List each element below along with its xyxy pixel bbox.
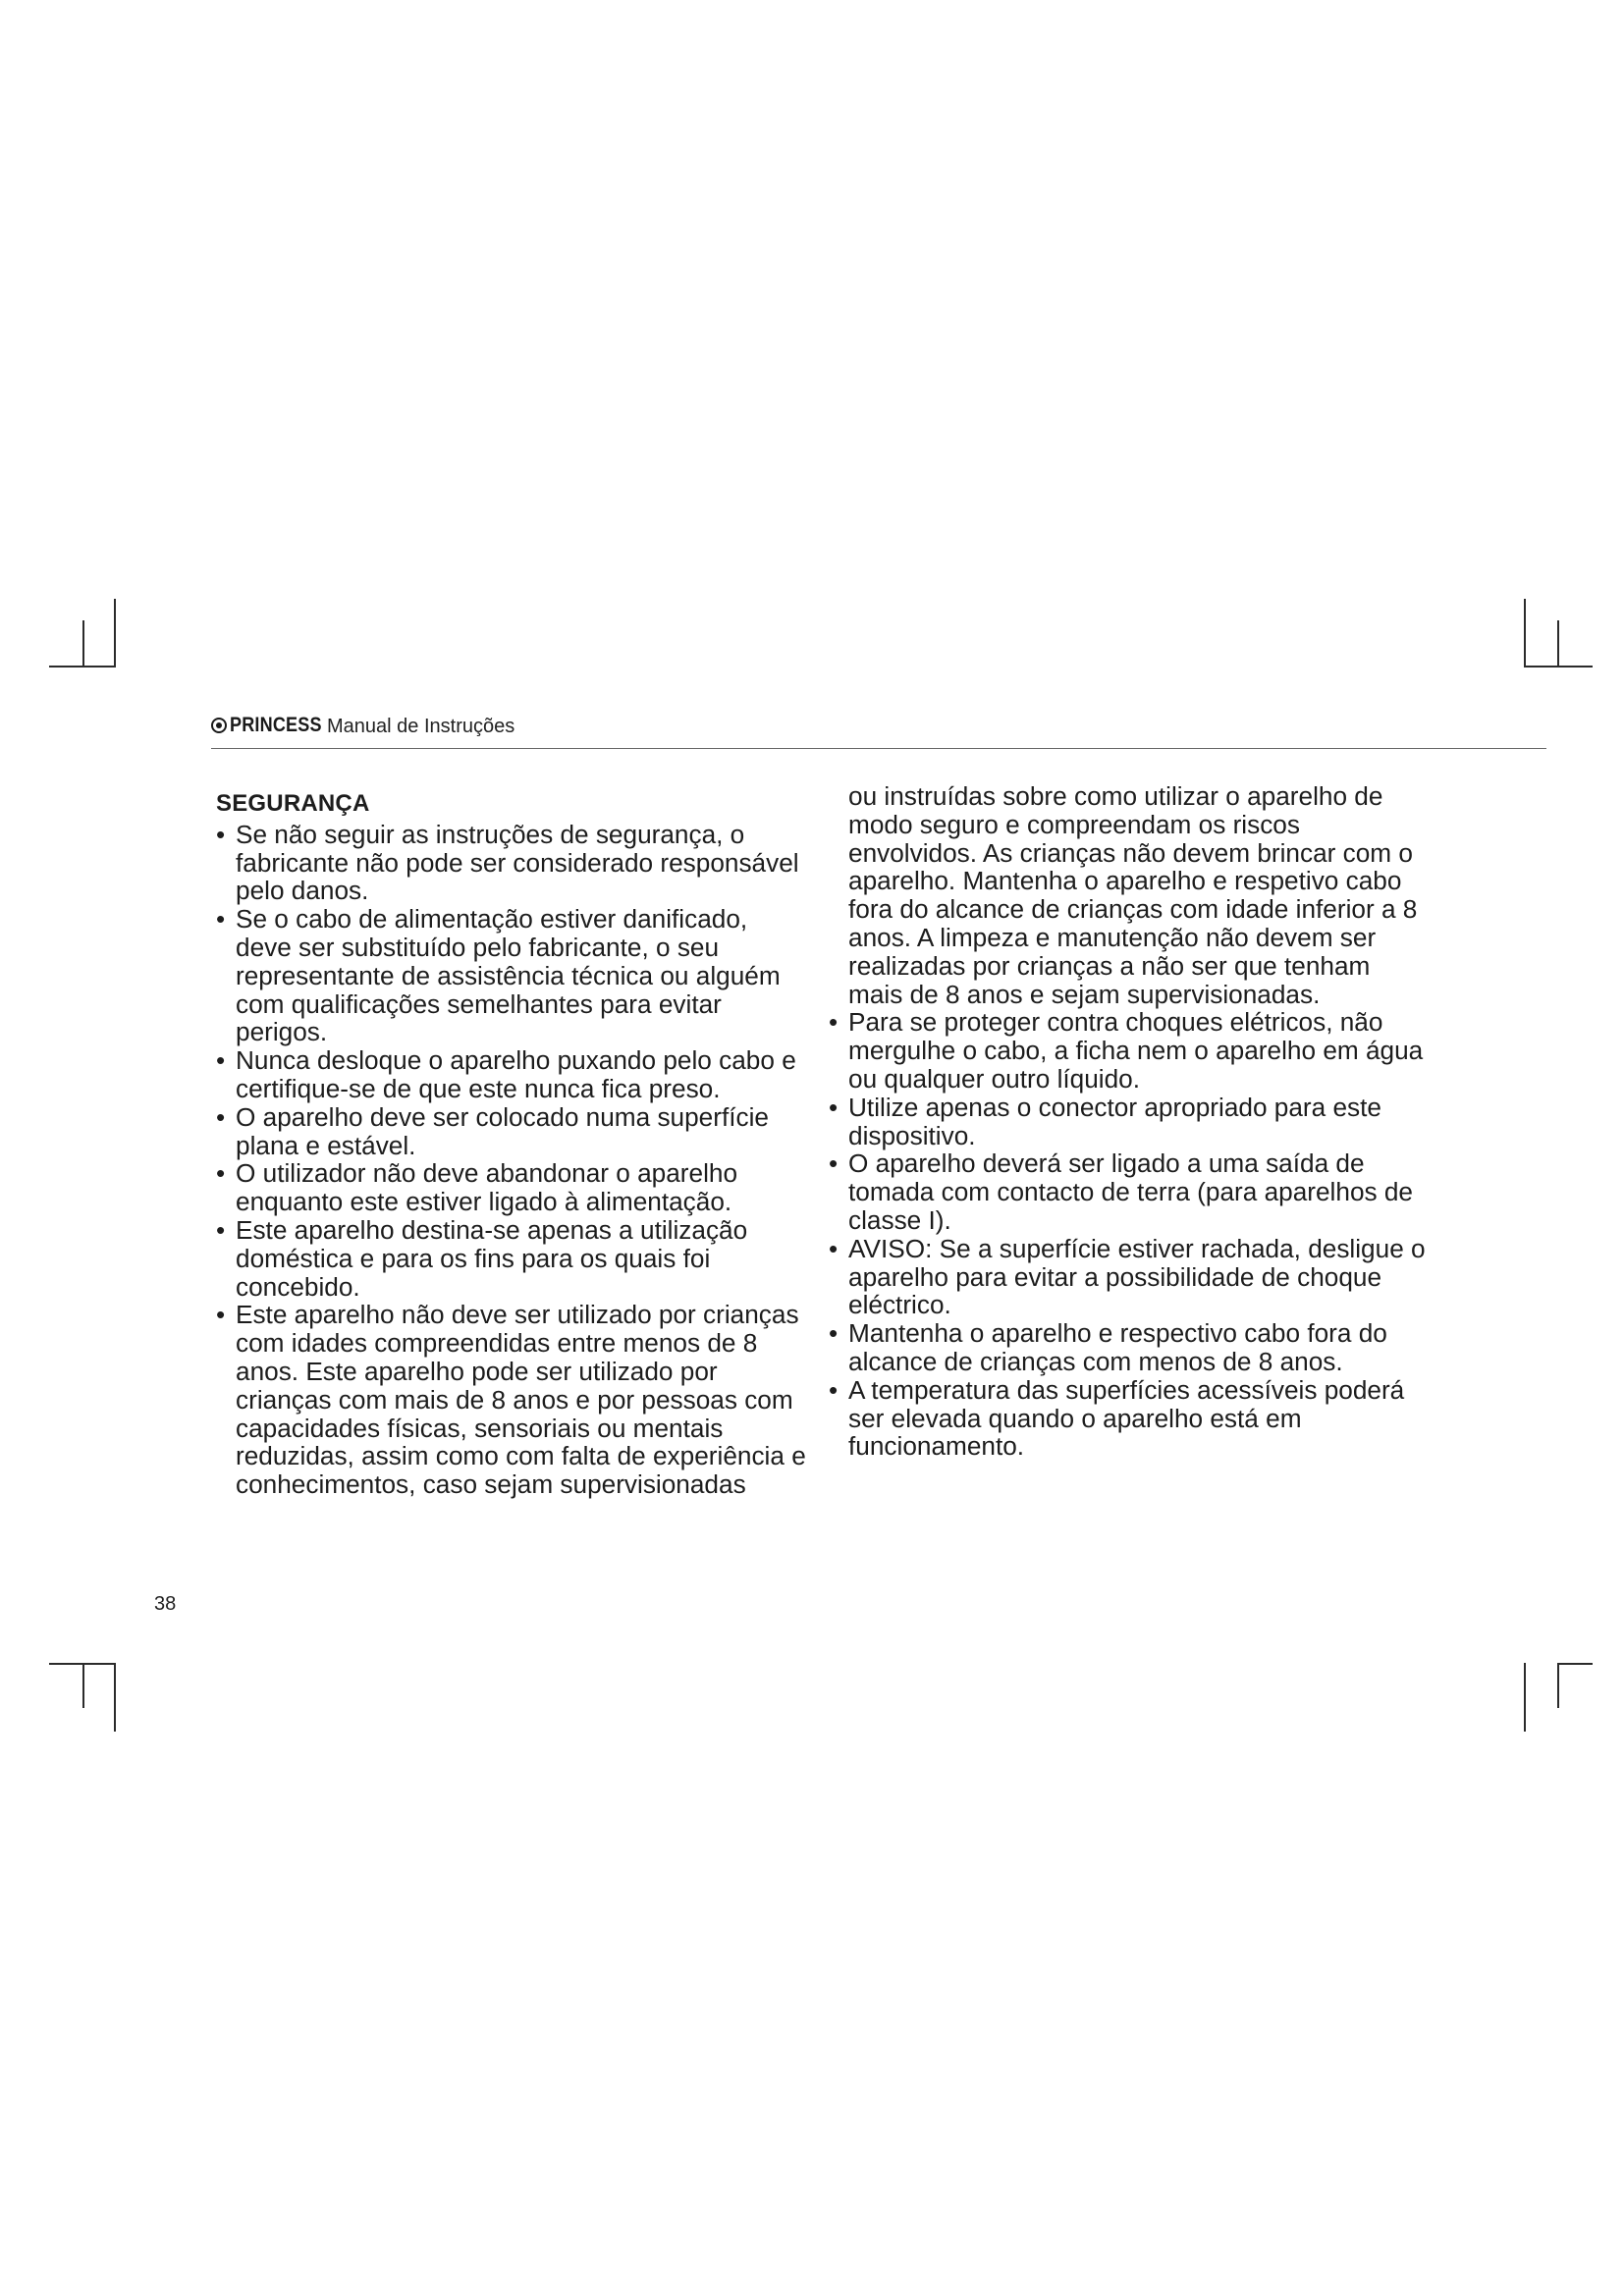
header-divider <box>211 748 1546 749</box>
list-item: • Para se proteger contra choques elétricos, não mergulhe o cabo, a ficha nem o aparelho em água ou qualquer outro líquido. <box>827 1008 1428 1093</box>
brand-logo <box>211 714 338 737</box>
crop-mark-top-left-v2 <box>82 620 84 666</box>
crop-mark-bottom-right-v <box>1524 1663 1526 1732</box>
page-number: 38 <box>154 1593 177 1615</box>
brand-name: PRINCESS <box>230 714 322 736</box>
list-item: • AVISO: Se a superfície estiver rachada, desligue o aparelho para evitar a possibilidade de choque eléctrico. <box>827 1235 1428 1319</box>
crop-mark-bottom-left-v <box>114 1663 116 1732</box>
continued-paragraph: ou instruídas sobre como utilizar o aparelho de modo seguro e compreendam os riscos envolvidos. As crianças não devem brincar com o aparelho. Mantenha o aparelho e respetivo cabo fora do alcance de crianças com idade inferior a 8 anos. A limpeza e manutenção não devem ser realizadas por crianças a não ser que tenham mais de 8 anos e sejam supervisionadas. <box>848 781 1418 1009</box>
list-item: • O aparelho deverá ser ligado a uma saída de tomada com contacto de terra (para aparelhos de classe I). <box>827 1149 1428 1234</box>
page-header <box>211 707 1546 746</box>
crop-mark-top-right-v <box>1524 599 1526 666</box>
list-item: • Este aparelho destina-se apenas a utilização doméstica e para os fins para os quais foi concebido. <box>214 1216 808 1301</box>
crop-mark-top-left-v <box>114 599 116 666</box>
list-item: • Este aparelho não deve ser utilizado por crianças com idades compreendidas entre menos de 8 anos. Este aparelho pode ser utilizado por crianças com mais de 8 anos e por pessoas com capacidades físicas, sensoriais ou mentais reduzidas, assim como com falta de experiência e conhecimentos, caso sejam supervisionadas <box>214 1301 808 1499</box>
list-item: • O utilizador não deve abandonar o aparelho enquanto este estiver ligado à alimentação. <box>214 1159 808 1216</box>
document-title: Manual de Instruções <box>327 716 515 737</box>
list-item: • Se não seguir as instruções de segurança, o fabricante não pode ser considerado responsável pelo danos. <box>214 821 808 905</box>
list-item: • A temperatura das superfícies acessíveis poderá ser elevada quando o aparelho está em funcionamento. <box>827 1376 1428 1461</box>
crop-mark-bottom-right-v2 <box>1557 1663 1559 1708</box>
list-item: • Nunca desloque o aparelho puxando pelo cabo e certifique-se de que este nunca fica preso. <box>214 1046 808 1103</box>
safety-list-left <box>214 821 808 1499</box>
crop-mark-top-right-h <box>1524 666 1593 667</box>
list-item: • Mantenha o aparelho e respectivo cabo fora do alcance de crianças com menos de 8 anos. <box>827 1319 1428 1376</box>
list-item: • Utilize apenas o conector apropriado para este dispositivo. <box>827 1094 1428 1150</box>
list-item: • Se o cabo de alimentação estiver danificado, deve ser substituído pelo fabricante, o seu representante de assistência técnica ou alguém com qualificações semelhantes para evitar perigos. <box>214 905 808 1046</box>
crop-mark-top-left-h <box>49 666 116 667</box>
crop-mark-top-right-v2 <box>1557 620 1559 666</box>
brand-mark-icon <box>211 718 227 733</box>
crop-mark-bottom-right-h <box>1557 1663 1593 1665</box>
left-column <box>214 781 808 1499</box>
crop-mark-bottom-left-v2 <box>82 1663 84 1708</box>
list-item: • O aparelho deve ser colocado numa superfície plana e estável. <box>214 1103 808 1160</box>
safety-list-right <box>827 1008 1428 1461</box>
right-column <box>827 782 1428 1461</box>
section-heading: SEGURANÇA <box>216 790 370 817</box>
